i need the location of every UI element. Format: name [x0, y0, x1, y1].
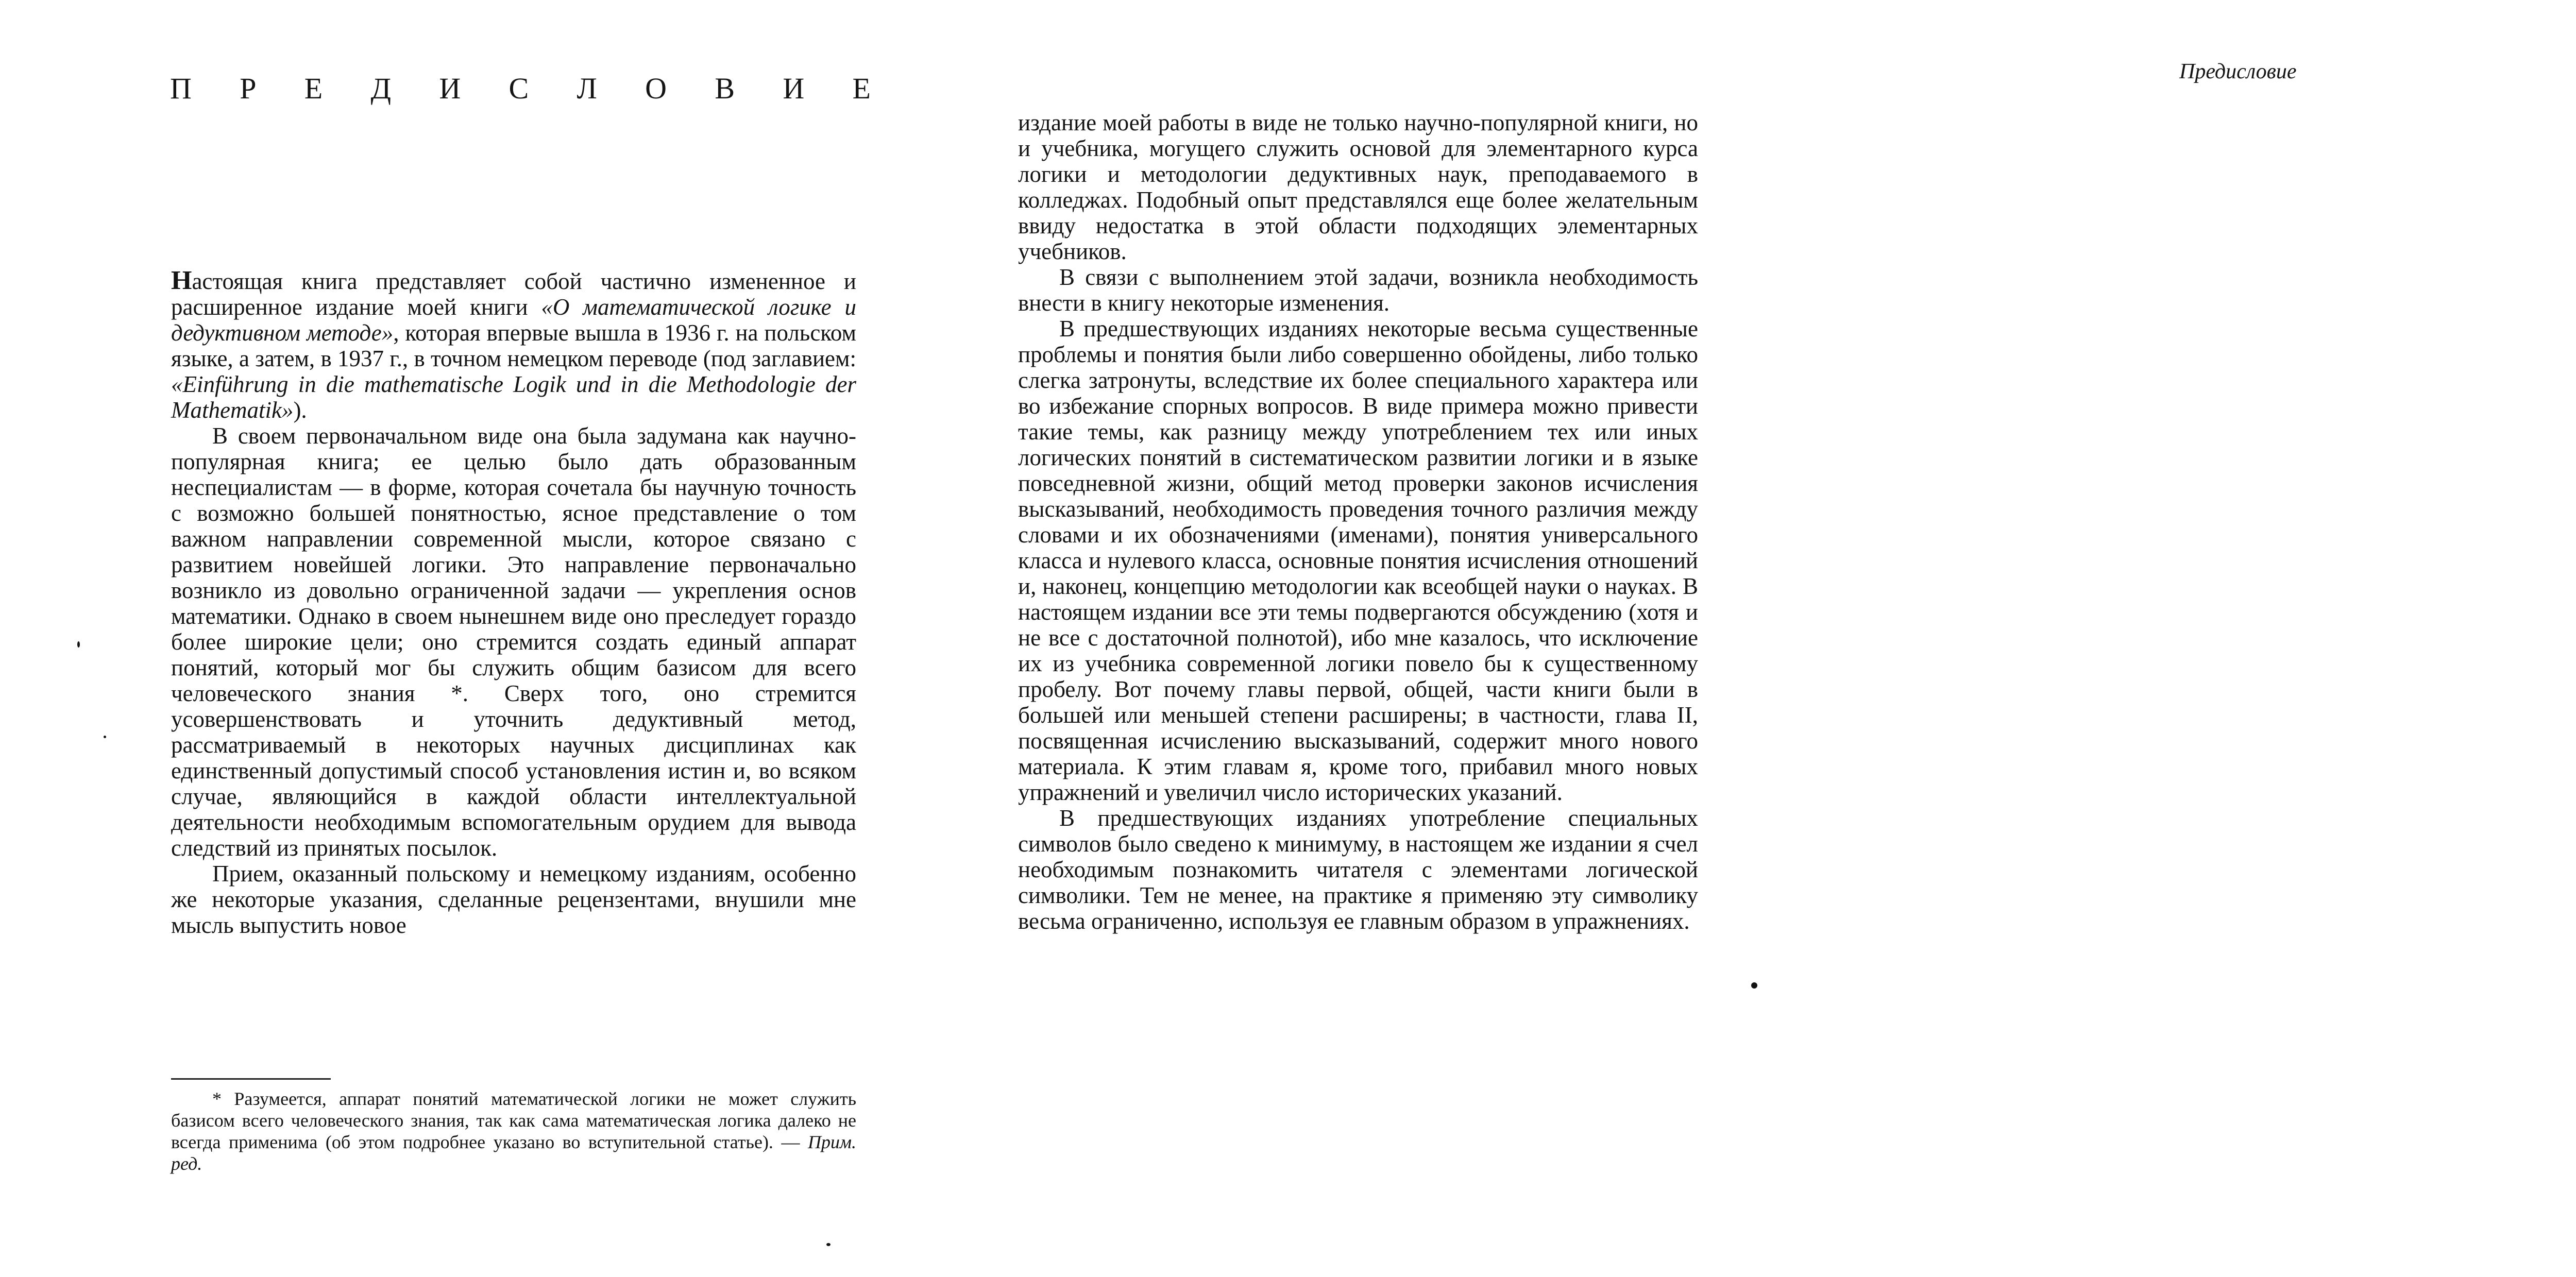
paragraph: В связи с выполнением этой задачи, возникла необходимость внести в книгу некоторые изменения. — [1018, 264, 1698, 316]
paragraph: издание моей работы в виде не только научно-популярной книги, но и учебника, могущего служить основой для элементарного курса логики и методологии дедуктивных наук, преподаваемого в колледжах. Подобный опыт представлялся еще более желательным ввиду недостатка в этой области подходящих элементарных учебников. — [1018, 110, 1698, 264]
paragraph-text: астоящая книга представляет собой частично измененное и расширенное издание моей книги — [171, 268, 856, 320]
footnote-text — [171, 1088, 856, 1174]
title-letter: Е — [852, 72, 871, 105]
drop-cap: Н — [171, 266, 192, 295]
paragraph: В своем первоначальном виде она была задумана как научно-популярная книга; ее целью было дать образованным неспециалистам — в форме, которая сочетала бы научную точность с возможно большей понятностью, ясное представление о том важном направлении современной мысли, которое связано с развитием новейшей логики. Это направление первоначально возникло из довольно ограниченной задачи — укрепления основ математики. Однако в своем нынешнем виде оно преследует гораздо более широкие цели; оно стремится создать единый аппарат понятий, который мог бы служить общим базисом для всего человеческого знания *. Сверх того, оно стремится усовершенствовать и уточнить дедуктивный метод, рассматриваемый в некоторых научных дисциплинах как единственный допустимый способ установления истин и, во всяком случае, являющийся в каждой области интеллектуальной деятельности необходимым вспомогательным орудием для вывода следствий из принятых посылок. — [171, 423, 856, 861]
scan-speck — [826, 1243, 831, 1246]
right-body-text — [1018, 110, 1698, 934]
paragraph-text: ). — [293, 397, 307, 423]
title-letter: Р — [240, 72, 257, 105]
footnote-divider — [171, 1078, 331, 1080]
title-letter: Е — [304, 72, 323, 105]
title-letter: С — [509, 72, 529, 105]
running-head: Предисловие — [2179, 60, 2297, 83]
chapter-title — [170, 71, 871, 106]
title-letter: П — [170, 72, 192, 105]
paragraph-text: , которая впервые вышла в 1936 г. на польском языке, а затем, в 1937 г., в точном немецком переводе (под заглавием: — [171, 320, 856, 371]
paragraph: В предшествующих изданиях некоторые весьма существенные проблемы и понятия были либо совершенно обойдены, либо только слегка затронуты, вследствие их более специального характера или во избежание спорных вопросов. В виде примера можно привести такие темы, как разницу между употреблением тех или иных логических понятий в систематическом развитии логики и в языке повседневной жизни, общий метод проверки законов исчисления высказываний, необходимость проведения точного различия между словами и их обозначениями (именами), понятия универсального класса и нулевого класса, основные понятия исчисления отношений и, наконец, концепцию методологии как всеобщей науки о науках. В настоящем издании все эти темы подвергаются обсуждению (хотя и не все с достаточной полнотой), ибо мне казалось, что исключение их из учебника современной логики повело бы к существенному пробелу. Вот почему главы первой, общей, части книги были в большей или меньшей степени расширены; в частности, глава II, посвященная исчислению высказываний, содержит много нового материала. К этим главам я, кроме того, прибавил много новых упражнений и увеличил число исторических указаний. — [1018, 316, 1698, 805]
right-page — [904, 0, 2297, 1277]
left-page — [0, 0, 904, 1277]
scan-speck — [104, 736, 106, 738]
title-letter: О — [645, 72, 667, 105]
book-title-german: «Einführung in die mathematische Logik und in die Methodologie der Mathematik» — [171, 371, 856, 423]
scan-speck — [77, 641, 80, 648]
paragraph — [171, 268, 856, 423]
title-letter: Д — [370, 72, 392, 105]
paragraph: В предшествующих изданиях употребление специальных символов было сведено к минимуму, в настоящем же издании я счел необходимым познакомить читателя с элементами логической символики. Тем не менее, на практике я применяю эту символику весьма ограниченно, используя ее главным образом в упражнениях. — [1018, 805, 1698, 934]
footnote-signature: Прим. ред. — [171, 1132, 856, 1174]
left-body-text — [171, 268, 856, 938]
title-letter: В — [715, 72, 735, 105]
title-letter: И — [439, 72, 461, 105]
scan-speck — [1751, 982, 1757, 989]
footnote — [171, 1088, 856, 1174]
paragraph: Прием, оказанный польскому и немецкому изданиям, особенно же некоторые указания, сделанные рецензентами, внушили мне мысль выпустить новое — [171, 861, 856, 938]
book-title-polish: «О математической логике и дедуктивном методе» — [171, 294, 856, 346]
footnote-body: * Разумеется, аппарат понятий математической логики не может служить базисом всего человеческого знания, так как сама математическая логика далеко не всегда применима (об этом подробнее указано во вступительной статье). — — [171, 1088, 856, 1152]
title-letter: Л — [577, 72, 597, 105]
title-letter: И — [783, 72, 805, 105]
